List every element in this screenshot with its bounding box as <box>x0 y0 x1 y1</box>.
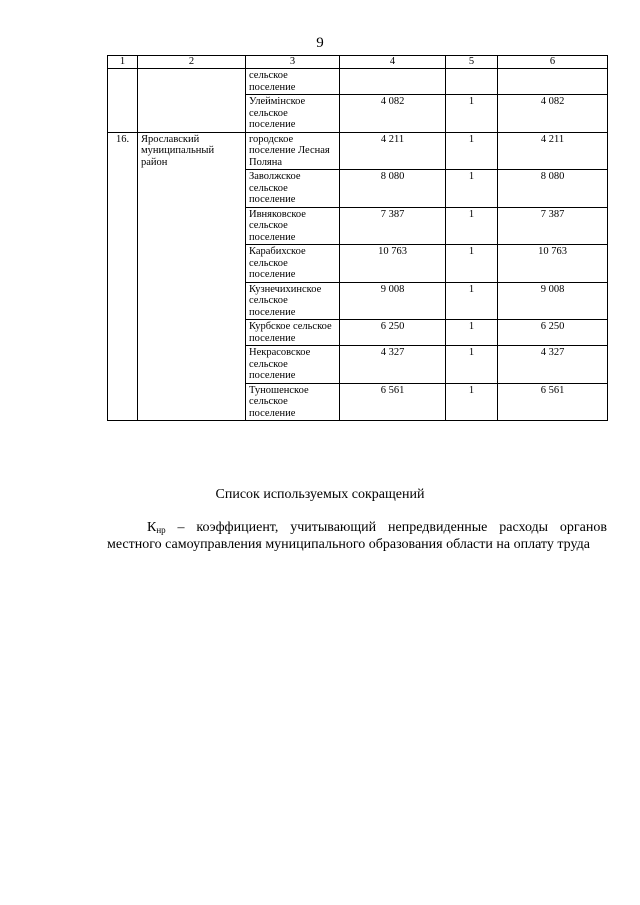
settlement-cell: Заволжское сельское поселение <box>246 170 340 208</box>
value-col5-cell: 1 <box>446 282 498 320</box>
abbreviation-symbol: К <box>147 520 157 535</box>
header-cell: 2 <box>138 56 246 69</box>
settlement-cell: Некрасовское сельское поселение <box>246 346 340 384</box>
table-header <box>108 56 608 69</box>
value-col4-cell: 6 561 <box>340 383 446 421</box>
value-col5-cell: 1 <box>446 170 498 208</box>
value-col6-cell <box>498 69 608 95</box>
value-col4-cell: 10 763 <box>340 245 446 283</box>
value-col6-cell: 7 387 <box>498 207 608 245</box>
value-col4-cell <box>340 69 446 95</box>
table-body <box>108 69 608 421</box>
value-col4-cell: 7 387 <box>340 207 446 245</box>
value-col4-cell: 4 327 <box>340 346 446 384</box>
value-col6-cell: 4 082 <box>498 95 608 133</box>
value-col5-cell: 1 <box>446 207 498 245</box>
settlement-cell: сельское поселение <box>246 69 340 95</box>
settlement-cell: Курбское сельское поселение <box>246 320 340 346</box>
value-col4-cell: 9 008 <box>340 282 446 320</box>
value-col6-cell: 4 327 <box>498 346 608 384</box>
row-number-cell: 16. <box>108 132 138 421</box>
header-cell: 5 <box>446 56 498 69</box>
value-col6-cell: 6 561 <box>498 383 608 421</box>
settlement-cell: Туношенское сельское поселение <box>246 383 340 421</box>
value-col6-cell: 9 008 <box>498 282 608 320</box>
abbreviation-definition <box>107 519 607 553</box>
header-row <box>108 56 608 69</box>
settlement-cell: городское поселение Лесная Поляна <box>246 132 340 170</box>
data-table <box>107 55 608 421</box>
value-col6-cell: 6 250 <box>498 320 608 346</box>
value-col4-cell: 4 082 <box>340 95 446 133</box>
value-col5-cell: 1 <box>446 383 498 421</box>
header-cell: 1 <box>108 56 138 69</box>
value-col5-cell: 1 <box>446 346 498 384</box>
page-number: 9 <box>316 35 324 51</box>
value-col5-cell: 1 <box>446 95 498 133</box>
header-cell: 3 <box>246 56 340 69</box>
abbreviation-subscript: нр <box>156 525 166 535</box>
value-col5-cell: 1 <box>446 132 498 170</box>
district-cell: Ярославский муниципальный район <box>138 132 246 421</box>
abbreviation-text: – коэффициент, учитывающий непредвиденные расходы органов местного самоуправления муниципального образования области на оплату труда <box>107 520 607 552</box>
header-cell: 6 <box>498 56 608 69</box>
value-col5-cell: 1 <box>446 320 498 346</box>
value-col6-cell: 8 080 <box>498 170 608 208</box>
settlement-cell: Ивняковское сельское поселение <box>246 207 340 245</box>
settlement-cell: Кузнечихинское сельское поселение <box>246 282 340 320</box>
value-col5-cell: 1 <box>446 245 498 283</box>
row-number-cell <box>108 69 138 133</box>
value-col4-cell: 4 211 <box>340 132 446 170</box>
value-col5-cell <box>446 69 498 95</box>
value-col4-cell: 6 250 <box>340 320 446 346</box>
value-col4-cell: 8 080 <box>340 170 446 208</box>
table-row <box>108 132 608 170</box>
settlement-cell: Карабихское сельское поселение <box>246 245 340 283</box>
value-col6-cell: 10 763 <box>498 245 608 283</box>
value-col6-cell: 4 211 <box>498 132 608 170</box>
header-cell: 4 <box>340 56 446 69</box>
settlement-cell: Улеймінское сельское поселение <box>246 95 340 133</box>
abbreviations-heading: Список используемых сокращений <box>215 487 425 502</box>
district-cell <box>138 69 246 133</box>
table-row <box>108 69 608 95</box>
